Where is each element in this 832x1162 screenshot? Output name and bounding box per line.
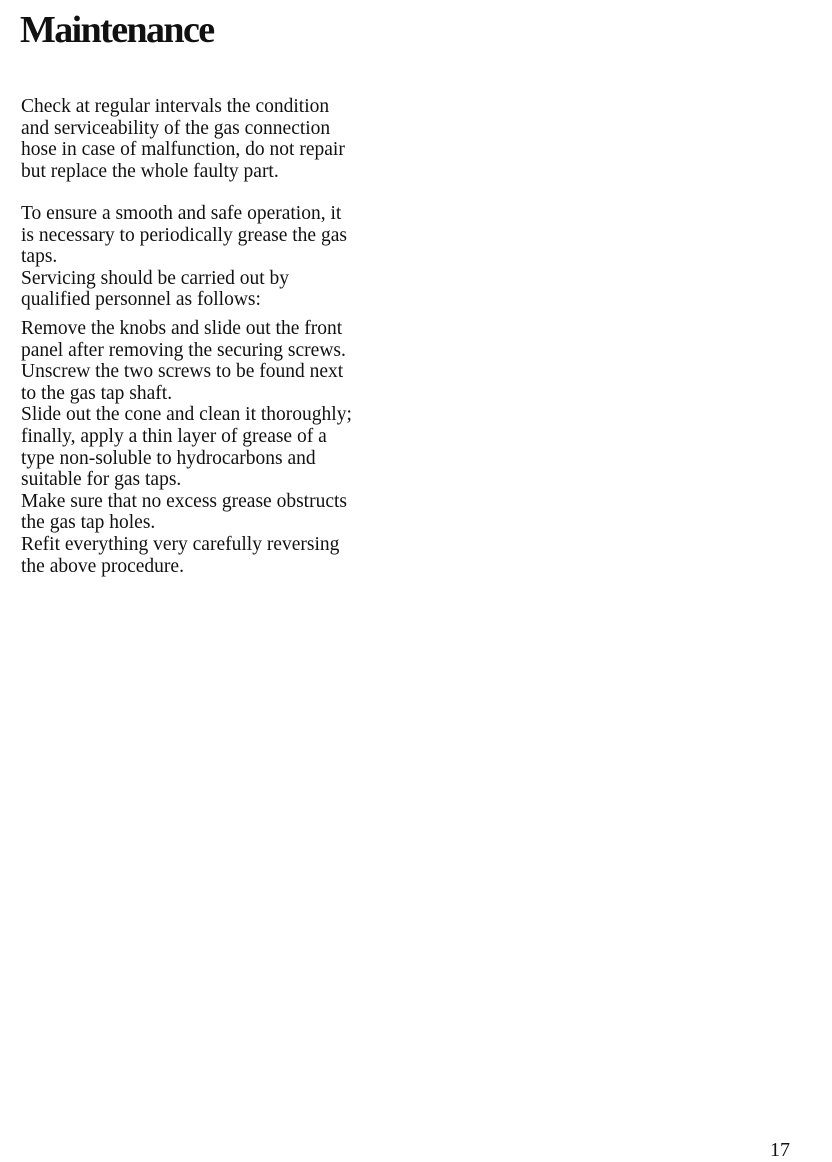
text-line: panel after removing the securing screws. bbox=[21, 339, 346, 361]
text-line: qualified personnel as follows: bbox=[21, 289, 261, 311]
text-line: is necessary to periodically grease the gas bbox=[21, 224, 347, 246]
text-line: suitable for gas taps. bbox=[21, 469, 182, 491]
text-line: Make sure that no excess grease obstructs bbox=[21, 490, 347, 512]
text-line: Slide out the cone and clean it thoroughly; bbox=[21, 404, 352, 426]
page-title: Maintenance bbox=[20, 9, 214, 51]
text-line: To ensure a smooth and safe operation, it bbox=[21, 203, 342, 224]
text-line: but replace the whole faulty part. bbox=[21, 160, 279, 182]
text-line: Check at regular intervals the condition bbox=[21, 96, 330, 117]
text-line: Servicing should be carried out by bbox=[21, 267, 290, 289]
text-line: finally, apply a thin layer of grease of a bbox=[21, 425, 327, 447]
text-line: Refit everything very carefully reversing bbox=[21, 533, 340, 555]
text-line: taps. bbox=[21, 246, 58, 268]
paragraph-procedure bbox=[21, 318, 352, 577]
text-line: and serviceability of the gas connection bbox=[21, 117, 331, 139]
paragraph-hose-check bbox=[21, 96, 345, 182]
page-number: 17 bbox=[770, 1139, 790, 1161]
text-line: the gas tap holes. bbox=[21, 512, 156, 534]
paragraph-grease-taps bbox=[21, 203, 347, 311]
text-line: hose in case of malfunction, do not repair bbox=[21, 139, 345, 161]
text-line: to the gas tap shaft. bbox=[21, 382, 173, 404]
text-line: Remove the knobs and slide out the front bbox=[21, 318, 343, 339]
text-line: Unscrew the two screws to be found next bbox=[21, 361, 344, 383]
text-line: type non-soluble to hydrocarbons and bbox=[21, 447, 316, 469]
text-line: the above procedure. bbox=[21, 555, 184, 577]
